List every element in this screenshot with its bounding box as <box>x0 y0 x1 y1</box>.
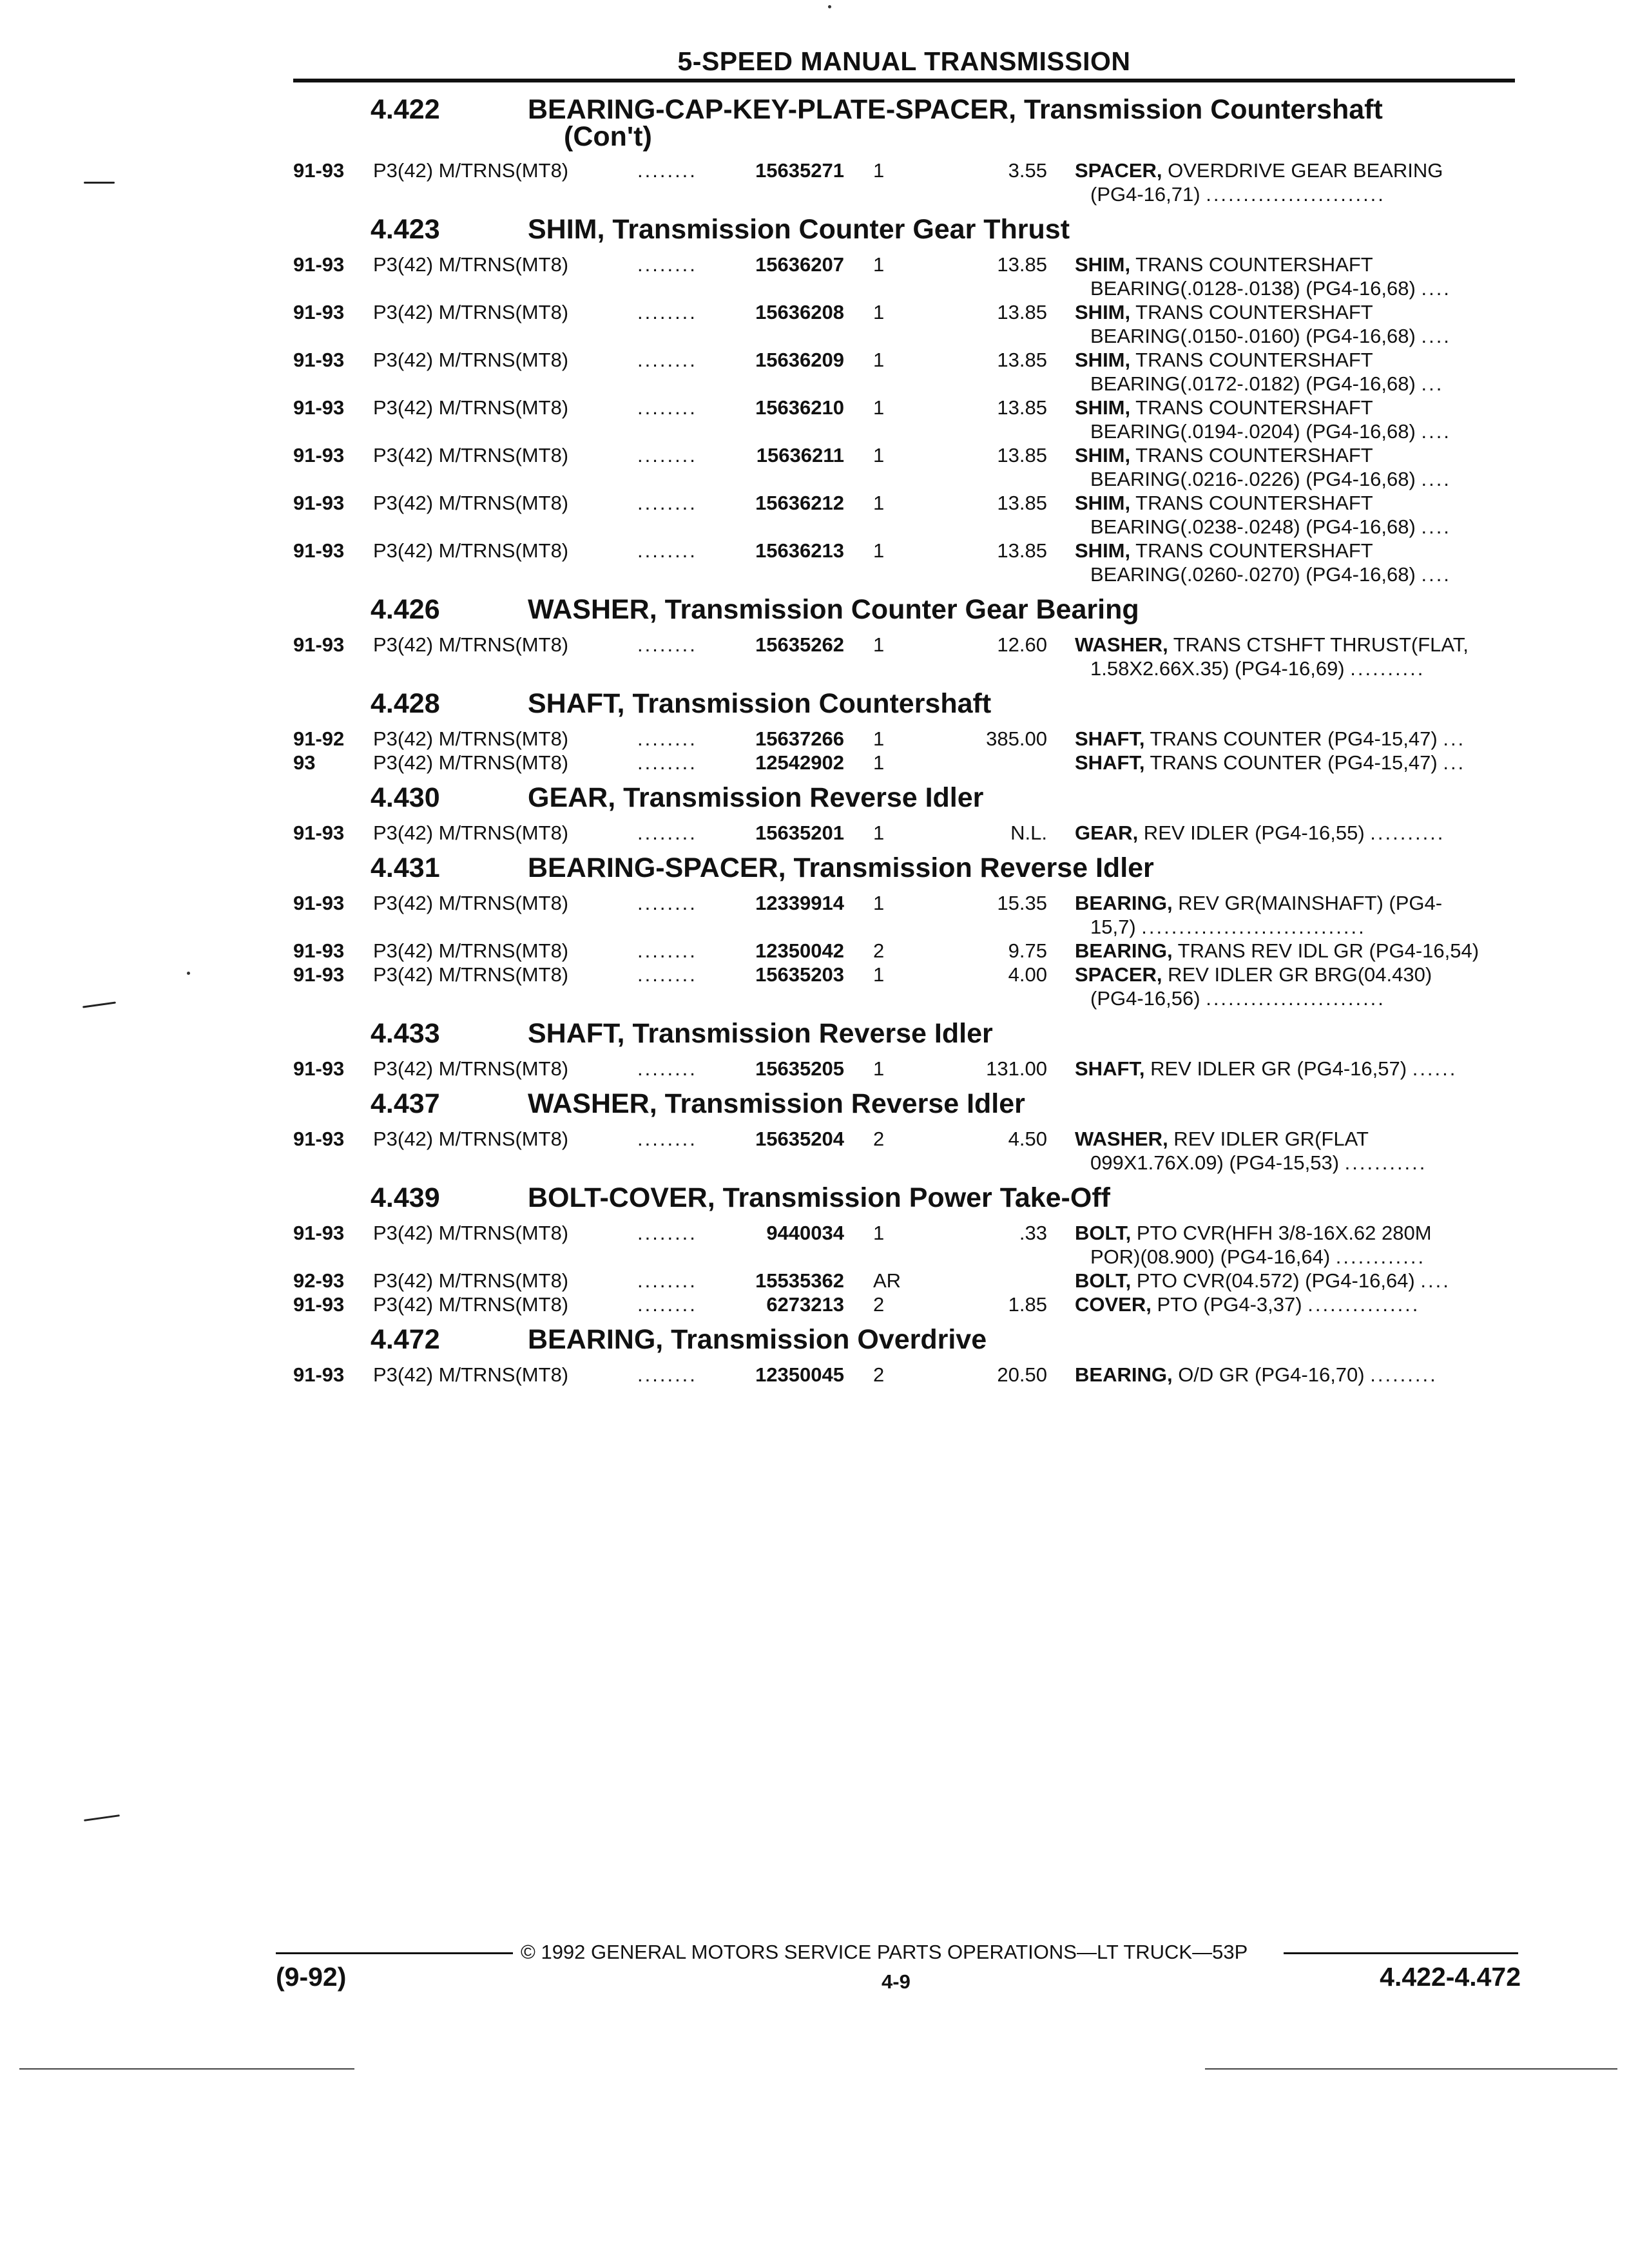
leader-dots: ........ <box>637 939 697 962</box>
part-row <box>293 1363 1515 1387</box>
part-number: 15635262 <box>755 633 844 656</box>
part-description <box>1075 1363 1515 1387</box>
section-number: 4.439 <box>371 1182 440 1213</box>
part-detail: TRANS COUNTERSHAFT <box>1130 444 1373 466</box>
part-description <box>1075 727 1515 751</box>
part-name: BEARING, <box>1075 939 1173 962</box>
part-detail: TRANS COUNTERSHAFT <box>1130 396 1373 419</box>
section-title: BOLT-COVER, Transmission Power Take-Off <box>528 1182 1110 1213</box>
part-detail: TRANS COUNTER (PG4-15,47) <box>1144 751 1438 774</box>
part-number: 15636209 <box>755 349 844 371</box>
leader-dots: .... <box>1421 515 1451 538</box>
part-detail: PTO CVR(04.572) (PG4-16,64) <box>1131 1269 1415 1292</box>
model-code: P3(42) M/TRNS(MT8) <box>373 1128 569 1150</box>
price: 13.85 <box>997 539 1047 562</box>
model-years: 91-93 <box>293 539 345 562</box>
leader-dots: ........ <box>637 349 697 371</box>
part-detail: TRANS COUNTERSHAFT <box>1130 253 1373 276</box>
part-row <box>293 633 1515 680</box>
part-number: 15636207 <box>755 253 844 276</box>
part-number: 15535362 <box>755 1269 844 1292</box>
part-number: 6273213 <box>766 1293 844 1316</box>
bottom-scan-line <box>1205 2068 1617 2070</box>
part-number: 15636212 <box>755 492 844 514</box>
part-detail-line2: BEARING(.0128-.0138) (PG4-16,68) <box>1090 277 1416 300</box>
price: 15.35 <box>997 892 1047 914</box>
part-detail: TRANS COUNTER (PG4-15,47) <box>1144 727 1438 750</box>
part-detail: OVERDRIVE GEAR BEARING <box>1162 159 1443 182</box>
section-number: 4.437 <box>371 1088 440 1119</box>
model-code: P3(42) M/TRNS(MT8) <box>373 1363 569 1386</box>
section-number: 4.428 <box>371 688 440 719</box>
part-detail-line2: (PG4-16,56) <box>1090 987 1200 1010</box>
model-years: 91-93 <box>293 1057 345 1080</box>
section-title: WASHER, Transmission Reverse Idler <box>528 1088 1025 1119</box>
model-years: 91-93 <box>293 396 345 419</box>
leader-dots: ........ <box>637 539 697 562</box>
model-code: P3(42) M/TRNS(MT8) <box>373 1269 569 1292</box>
part-row <box>293 891 1515 939</box>
part-row <box>293 727 1515 751</box>
footer-page-number: 4-9 <box>882 1970 911 1993</box>
part-detail-line2: BEARING(.0260-.0270) (PG4-16,68) <box>1090 563 1416 586</box>
part-name: BEARING, <box>1075 1363 1173 1386</box>
footer-section-range: 4.422-4.472 <box>1380 1962 1521 1992</box>
section-title: WASHER, Transmission Counter Gear Bearing <box>528 594 1139 625</box>
model-code: P3(42) M/TRNS(MT8) <box>373 727 569 750</box>
quantity: 1 <box>873 963 885 986</box>
part-detail: TRANS CTSHFT THRUST(FLAT, <box>1168 633 1469 656</box>
part-number: 12350045 <box>755 1363 844 1386</box>
price: 13.85 <box>997 444 1047 466</box>
model-code: P3(42) M/TRNS(MT8) <box>373 822 569 844</box>
part-detail: TRANS REV IDL GR (PG4-16,54) <box>1172 939 1480 962</box>
part-description <box>1075 491 1515 539</box>
leader-dots: ... <box>1443 727 1466 750</box>
leader-dots: ........ <box>637 1293 697 1316</box>
leader-dots: ........ <box>637 301 697 323</box>
model-code: P3(42) M/TRNS(MT8) <box>373 1222 569 1244</box>
header-rule <box>293 79 1515 82</box>
section-heading <box>293 1015 1515 1057</box>
part-name: GEAR, <box>1075 822 1139 844</box>
section-title: BEARING-SPACER, Transmission Reverse Idler <box>528 852 1154 883</box>
part-number: 15635203 <box>755 963 844 986</box>
part-detail-line2: BEARING(.0238-.0248) (PG4-16,68) <box>1090 515 1416 538</box>
part-description <box>1075 1293 1515 1316</box>
part-detail-line2: 1.58X2.66X.35) (PG4-16,69) <box>1090 657 1345 680</box>
leader-dots: ........ <box>637 822 697 844</box>
parts-list <box>293 91 1515 1387</box>
model-years: 91-93 <box>293 492 345 514</box>
part-number: 12350042 <box>755 939 844 962</box>
part-detail: PTO (PG4-3,37) <box>1151 1293 1302 1316</box>
part-description <box>1075 348 1515 396</box>
section-title: BEARING, Transmission Overdrive <box>528 1324 987 1355</box>
leader-dots: ............ <box>1335 1245 1426 1268</box>
model-code: P3(42) M/TRNS(MT8) <box>373 892 569 914</box>
footer-copyright: © 1992 GENERAL MOTORS SERVICE PARTS OPERATIONS—LT TRUCK—53P <box>521 1941 1248 1963</box>
part-detail-line2: BEARING(.0216-.0226) (PG4-16,68) <box>1090 468 1416 490</box>
leader-dots: ........ <box>637 253 697 276</box>
leader-dots: .... <box>1421 420 1451 443</box>
section-heading <box>293 211 1515 253</box>
leader-dots: .... <box>1420 1269 1451 1292</box>
part-row <box>293 1221 1515 1269</box>
quantity: 2 <box>873 1293 885 1316</box>
part-number: 15636208 <box>755 301 844 323</box>
quantity: AR <box>873 1269 901 1292</box>
scan-speck <box>187 972 190 975</box>
section-number: 4.430 <box>371 782 440 813</box>
quantity: 1 <box>873 633 885 656</box>
price: 13.85 <box>997 301 1047 323</box>
section-number: 4.472 <box>371 1324 440 1355</box>
leader-dots: ........ <box>637 1222 697 1244</box>
section-heading <box>293 1321 1515 1363</box>
part-detail: O/D GR (PG4-16,70) <box>1172 1363 1365 1386</box>
part-detail: PTO CVR(HFH 3/8-16X.62 280M <box>1131 1222 1432 1244</box>
quantity: 1 <box>873 253 885 276</box>
part-number: 12542902 <box>755 751 844 774</box>
part-detail: REV IDLER GR (PG4-16,57) <box>1144 1057 1407 1080</box>
model-years: 91-93 <box>293 1128 345 1150</box>
part-row <box>293 348 1515 396</box>
leader-dots: ........ <box>637 1057 697 1080</box>
part-number: 15635201 <box>755 822 844 844</box>
model-years: 91-93 <box>293 1363 345 1386</box>
leader-dots: ........ <box>637 1269 697 1292</box>
price: 4.00 <box>1008 963 1047 986</box>
leader-dots: ... <box>1421 372 1444 395</box>
part-detail: REV IDLER GR(FLAT <box>1168 1128 1369 1150</box>
part-description <box>1075 443 1515 491</box>
section-heading <box>293 686 1515 727</box>
part-name: SHIM, <box>1075 253 1131 276</box>
price: 13.85 <box>997 396 1047 419</box>
part-description <box>1075 300 1515 348</box>
part-number: 15635271 <box>755 159 844 182</box>
section-heading <box>293 780 1515 821</box>
leader-dots: .... <box>1421 325 1451 347</box>
part-detail-line2: (PG4-16,71) <box>1090 183 1200 206</box>
part-detail: REV IDLER GR BRG(04.430) <box>1162 963 1432 986</box>
section-number: 4.426 <box>371 594 440 625</box>
part-name: SHIM, <box>1075 301 1131 323</box>
part-description <box>1075 821 1515 845</box>
margin-mark <box>82 1001 116 1008</box>
model-years: 91-93 <box>293 822 345 844</box>
leader-dots: ........ <box>637 492 697 514</box>
part-row <box>293 1269 1515 1293</box>
part-number: 15635205 <box>755 1057 844 1080</box>
section-heading <box>293 1086 1515 1127</box>
section-number: 4.431 <box>371 852 440 883</box>
part-description <box>1075 1127 1515 1175</box>
leader-dots: ... <box>1443 751 1466 774</box>
leader-dots: .... <box>1421 277 1451 300</box>
part-name: WASHER, <box>1075 633 1168 656</box>
part-name: SHAFT, <box>1075 727 1145 750</box>
part-number: 15637266 <box>755 727 844 750</box>
price: 20.50 <box>997 1363 1047 1386</box>
part-number: 15636213 <box>755 539 844 562</box>
margin-mark <box>84 182 115 184</box>
price: 3.55 <box>1008 159 1047 182</box>
footer-rule-right <box>1284 1952 1518 1954</box>
quantity: 1 <box>873 349 885 371</box>
quantity: 2 <box>873 1363 885 1386</box>
part-name: SHIM, <box>1075 539 1131 562</box>
part-detail-line2: POR)(08.900) (PG4-16,64) <box>1090 1245 1331 1268</box>
model-code: P3(42) M/TRNS(MT8) <box>373 963 569 986</box>
footer-rule-left <box>276 1952 513 1954</box>
part-number: 12339914 <box>755 892 844 914</box>
bottom-scan-line <box>19 2068 354 2070</box>
part-number: 15636210 <box>755 396 844 419</box>
part-detail: TRANS COUNTERSHAFT <box>1130 492 1373 514</box>
section-title: SHAFT, Transmission Countershaft <box>528 688 992 719</box>
part-row <box>293 751 1515 774</box>
part-description <box>1075 1221 1515 1269</box>
leader-dots: ........................ <box>1206 987 1385 1010</box>
part-detail-line2: BEARING(.0150-.0160) (PG4-16,68) <box>1090 325 1416 347</box>
part-name: BOLT, <box>1075 1269 1132 1292</box>
price: 13.85 <box>997 253 1047 276</box>
model-years: 91-93 <box>293 633 345 656</box>
part-name: SHAFT, <box>1075 751 1145 774</box>
part-name: BEARING, <box>1075 892 1173 914</box>
leader-dots: ........ <box>637 633 697 656</box>
section-number: 4.422 <box>371 94 440 125</box>
part-detail-line2: BEARING(.0194-.0204) (PG4-16,68) <box>1090 420 1416 443</box>
price: 385.00 <box>986 727 1047 750</box>
part-name: COVER, <box>1075 1293 1152 1316</box>
part-description <box>1075 963 1515 1010</box>
leader-dots: ........ <box>637 751 697 774</box>
part-detail: REV GR(MAINSHAFT) (PG4- <box>1172 892 1443 914</box>
quantity: 1 <box>873 1057 885 1080</box>
section-heading <box>293 591 1515 633</box>
model-years: 91-93 <box>293 963 345 986</box>
part-name: WASHER, <box>1075 1128 1168 1150</box>
part-detail: REV IDLER (PG4-16,55) <box>1138 822 1365 844</box>
model-years: 93 <box>293 751 316 774</box>
leader-dots: ...... <box>1412 1057 1458 1080</box>
model-code: P3(42) M/TRNS(MT8) <box>373 1293 569 1316</box>
footer-date: (9-92) <box>276 1962 347 1992</box>
quantity: 1 <box>873 539 885 562</box>
price: 12.60 <box>997 633 1047 656</box>
model-code: P3(42) M/TRNS(MT8) <box>373 396 569 419</box>
section-heading <box>293 1180 1515 1221</box>
section-title: SHIM, Transmission Counter Gear Thrust <box>528 214 1070 245</box>
part-name: SPACER, <box>1075 963 1162 986</box>
part-name: BOLT, <box>1075 1222 1132 1244</box>
leader-dots: ........ <box>637 444 697 466</box>
leader-dots: .......... <box>1350 657 1425 680</box>
part-row <box>293 443 1515 491</box>
part-detail: TRANS COUNTERSHAFT <box>1130 349 1373 371</box>
part-description <box>1075 939 1515 963</box>
model-years: 92-93 <box>293 1269 345 1292</box>
part-number: 15636211 <box>756 444 844 466</box>
model-years: 91-93 <box>293 301 345 323</box>
leader-dots: ........ <box>637 892 697 914</box>
model-code: P3(42) M/TRNS(MT8) <box>373 1057 569 1080</box>
part-name: SHAFT, <box>1075 1057 1145 1080</box>
model-code: P3(42) M/TRNS(MT8) <box>373 253 569 276</box>
model-years: 91-93 <box>293 892 345 914</box>
leader-dots: .......... <box>1370 822 1445 844</box>
section-number: 4.433 <box>371 1018 440 1049</box>
quantity: 2 <box>873 939 885 962</box>
part-row <box>293 821 1515 845</box>
model-code: P3(42) M/TRNS(MT8) <box>373 301 569 323</box>
scan-speck <box>828 5 831 8</box>
part-detail-line2: BEARING(.0172-.0182) (PG4-16,68) <box>1090 372 1416 395</box>
part-detail-line2: 15,7) <box>1090 916 1136 938</box>
section-title: BEARING-CAP-KEY-PLATE-SPACER, Transmission Countershaft <box>528 94 1383 125</box>
leader-dots: ........ <box>637 1128 697 1150</box>
leader-dots: ........ <box>637 159 697 182</box>
leader-dots: ........ <box>637 1363 697 1386</box>
section-heading <box>293 850 1515 891</box>
section-heading <box>293 91 1515 159</box>
quantity: 1 <box>873 822 885 844</box>
leader-dots: ........ <box>637 727 697 750</box>
part-name: SHIM, <box>1075 349 1131 371</box>
part-row <box>293 159 1515 206</box>
part-description <box>1075 159 1515 206</box>
part-name: SHIM, <box>1075 396 1131 419</box>
part-row <box>293 539 1515 586</box>
model-years: 91-93 <box>293 253 345 276</box>
part-description <box>1075 633 1515 680</box>
leader-dots: ............... <box>1307 1293 1420 1316</box>
quantity: 1 <box>873 727 885 750</box>
part-row <box>293 939 1515 963</box>
model-years: 91-93 <box>293 349 345 371</box>
quantity: 1 <box>873 444 885 466</box>
margin-mark <box>84 1814 120 1821</box>
quantity: 1 <box>873 751 885 774</box>
quantity: 1 <box>873 159 885 182</box>
price: 1.85 <box>1008 1293 1047 1316</box>
price: 13.85 <box>997 349 1047 371</box>
model-code: P3(42) M/TRNS(MT8) <box>373 751 569 774</box>
part-row <box>293 1293 1515 1316</box>
price: 131.00 <box>986 1057 1047 1080</box>
section-number: 4.423 <box>371 214 440 245</box>
part-detail-line2: 099X1.76X.09) (PG4-15,53) <box>1090 1151 1340 1174</box>
part-detail: TRANS COUNTERSHAFT <box>1130 539 1373 562</box>
price: 9.75 <box>1008 939 1047 962</box>
part-row <box>293 1127 1515 1175</box>
model-code: P3(42) M/TRNS(MT8) <box>373 492 569 514</box>
price: N.L. <box>1010 822 1047 844</box>
section-continued: (Con't) <box>564 121 652 152</box>
part-name: SHIM, <box>1075 492 1131 514</box>
quantity: 1 <box>873 892 885 914</box>
model-code: P3(42) M/TRNS(MT8) <box>373 939 569 962</box>
leader-dots: .... <box>1421 468 1451 490</box>
part-number: 9440034 <box>766 1222 844 1244</box>
part-row <box>293 1057 1515 1081</box>
leader-dots: .............................. <box>1141 916 1366 938</box>
part-description <box>1075 891 1515 939</box>
part-name: SHIM, <box>1075 444 1131 466</box>
part-description <box>1075 1057 1515 1081</box>
model-years: 91-93 <box>293 159 345 182</box>
part-description <box>1075 396 1515 443</box>
part-description <box>1075 253 1515 300</box>
part-description <box>1075 1269 1515 1293</box>
price: 13.85 <box>997 492 1047 514</box>
section-title: GEAR, Transmission Reverse Idler <box>528 782 984 813</box>
part-description <box>1075 751 1515 774</box>
model-years: 91-92 <box>293 727 345 750</box>
leader-dots: ......... <box>1370 1363 1438 1386</box>
price: 4.50 <box>1008 1128 1047 1150</box>
model-code: P3(42) M/TRNS(MT8) <box>373 633 569 656</box>
part-name: SPACER, <box>1075 159 1162 182</box>
model-years: 91-93 <box>293 939 345 962</box>
part-row <box>293 963 1515 1010</box>
part-row <box>293 491 1515 539</box>
leader-dots: ........... <box>1344 1151 1427 1174</box>
model-code: P3(42) M/TRNS(MT8) <box>373 444 569 466</box>
part-number: 15635204 <box>755 1128 844 1150</box>
price: .33 <box>1019 1222 1047 1244</box>
model-years: 91-93 <box>293 1222 345 1244</box>
part-description <box>1075 539 1515 586</box>
part-row <box>293 300 1515 348</box>
part-row <box>293 396 1515 443</box>
section-title: SHAFT, Transmission Reverse Idler <box>528 1018 993 1049</box>
quantity: 1 <box>873 1222 885 1244</box>
leader-dots: ........ <box>637 963 697 986</box>
model-years: 91-93 <box>293 444 345 466</box>
part-row <box>293 253 1515 300</box>
quantity: 1 <box>873 492 885 514</box>
model-code: P3(42) M/TRNS(MT8) <box>373 349 569 371</box>
leader-dots: ........ <box>637 396 697 419</box>
quantity: 2 <box>873 1128 885 1150</box>
leader-dots: .... <box>1421 563 1451 586</box>
model-years: 91-93 <box>293 1293 345 1316</box>
model-code: P3(42) M/TRNS(MT8) <box>373 539 569 562</box>
model-code: P3(42) M/TRNS(MT8) <box>373 159 569 182</box>
page-title: 5-SPEED MANUAL TRANSMISSION <box>677 46 1131 76</box>
quantity: 1 <box>873 396 885 419</box>
quantity: 1 <box>873 301 885 323</box>
leader-dots: ........................ <box>1206 183 1385 206</box>
part-detail: TRANS COUNTERSHAFT <box>1130 301 1373 323</box>
